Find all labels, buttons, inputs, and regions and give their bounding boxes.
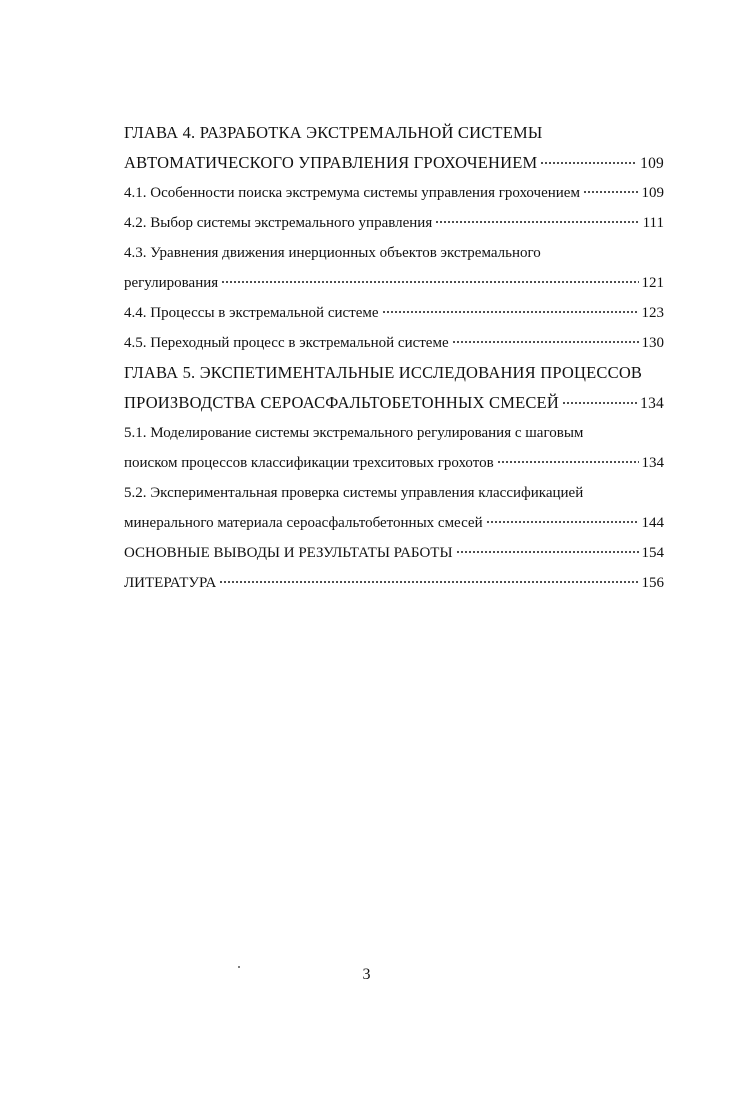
- dot-leader: [221, 281, 638, 283]
- toc-line: [124, 568, 664, 598]
- toc-line: [124, 268, 664, 298]
- toc-line: [124, 208, 664, 238]
- toc-section-4-1[interactable]: [124, 178, 664, 208]
- toc-line: [124, 178, 664, 208]
- toc-entry-title: поиском процессов классификации трехситовых грохотов: [124, 455, 494, 471]
- toc-section-4-3[interactable]: [124, 238, 664, 298]
- toc-line: [124, 328, 664, 358]
- dot-leader: [497, 461, 639, 463]
- toc-page-number: 134: [641, 455, 664, 471]
- dot-leader: [219, 581, 638, 583]
- toc-line: [124, 118, 664, 148]
- toc-line: [124, 478, 664, 508]
- toc-entry-title: ГЛАВА 5. ЭКСПЕТИМЕНТАЛЬНЫЕ ИССЛЕДОВАНИЯ ПРОЦЕССОВ: [124, 363, 643, 382]
- toc-chapter-4[interactable]: [124, 118, 664, 178]
- toc-entry-title: АВТОМАТИЧЕСКОГО УПРАВЛЕНИЯ ГРОХОЧЕНИЕМ: [124, 153, 538, 172]
- dot-leader: [583, 191, 639, 193]
- toc-entry-title: 4.3. Уравнения движения инерционных объектов экстремального: [124, 245, 541, 261]
- toc-line: [124, 388, 664, 418]
- toc-entry-title: минерального материала сероасфальтобетонных смесей: [124, 515, 483, 531]
- dot-leader: [452, 341, 639, 343]
- toc-section-4-5[interactable]: [124, 328, 664, 358]
- toc-section-5-1[interactable]: [124, 418, 664, 478]
- toc-line: [124, 238, 664, 268]
- toc-chapter-5[interactable]: [124, 358, 664, 418]
- dot-leader: [382, 311, 639, 313]
- toc-line: [124, 358, 664, 388]
- toc-entry-title: 4.2. Выбор системы экстремального управления: [124, 215, 433, 231]
- toc-line: [124, 148, 664, 178]
- toc-page-number: 130: [641, 335, 664, 351]
- toc-page-number: 123: [641, 305, 664, 321]
- toc-line: [124, 418, 664, 448]
- toc-page-number: 109: [640, 155, 664, 172]
- toc-entry-title: 5.2. Экспериментальная проверка системы управления классификацией: [124, 485, 584, 501]
- dot-leader: [562, 402, 637, 404]
- toc-section-4-4[interactable]: [124, 298, 664, 328]
- dot-leader: [456, 551, 639, 553]
- toc-page-number: 121: [641, 275, 664, 291]
- toc-section-5-2[interactable]: [124, 478, 664, 538]
- dot-leader: [486, 521, 639, 523]
- toc-line: [124, 448, 664, 478]
- toc-line: [124, 538, 664, 568]
- toc-page-number: 154: [641, 545, 664, 561]
- toc-entry-title: ЛИТЕРАТУРА: [124, 575, 217, 591]
- toc-page-number: 144: [641, 515, 664, 531]
- toc-entry-title: 4.4. Процессы в экстремальной системе: [124, 305, 379, 321]
- toc-conclusions[interactable]: [124, 538, 664, 568]
- toc-page-number: 156: [641, 575, 664, 591]
- toc-entry-title: регулирования: [124, 275, 219, 291]
- page-number: 3: [362, 966, 371, 983]
- toc-entry-title: ПРОИЗВОДСТВА СЕРОАСФАЛЬТОБЕТОННЫХ СМЕСЕЙ: [124, 393, 559, 412]
- toc-line: [124, 508, 664, 538]
- toc-line: [124, 298, 664, 328]
- toc-section-4-2[interactable]: [124, 208, 664, 238]
- toc-entry-title: ГЛАВА 4. РАЗРАБОТКА ЭКСТРЕМАЛЬНОЙ СИСТЕМЫ: [124, 123, 543, 142]
- toc-page-number: 109: [641, 185, 664, 201]
- toc-entry-title: 4.1. Особенности поиска экстремума системы управления грохочением: [124, 185, 580, 201]
- dot-leader: [435, 221, 639, 223]
- toc-literature[interactable]: [124, 568, 664, 598]
- toc-entry-title: 4.5. Переходный процесс в экстремальной системе: [124, 335, 449, 351]
- toc-page-number: 111: [642, 215, 664, 231]
- toc-entry-title: ОСНОВНЫЕ ВЫВОДЫ И РЕЗУЛЬТАТЫ РАБОТЫ: [124, 545, 453, 561]
- dot-leader: [540, 162, 637, 164]
- toc-entry-title: 5.1. Моделирование системы экстремального регулирования с шаговым: [124, 425, 584, 441]
- table-of-contents: [124, 118, 664, 598]
- toc-page-number: 134: [640, 395, 664, 412]
